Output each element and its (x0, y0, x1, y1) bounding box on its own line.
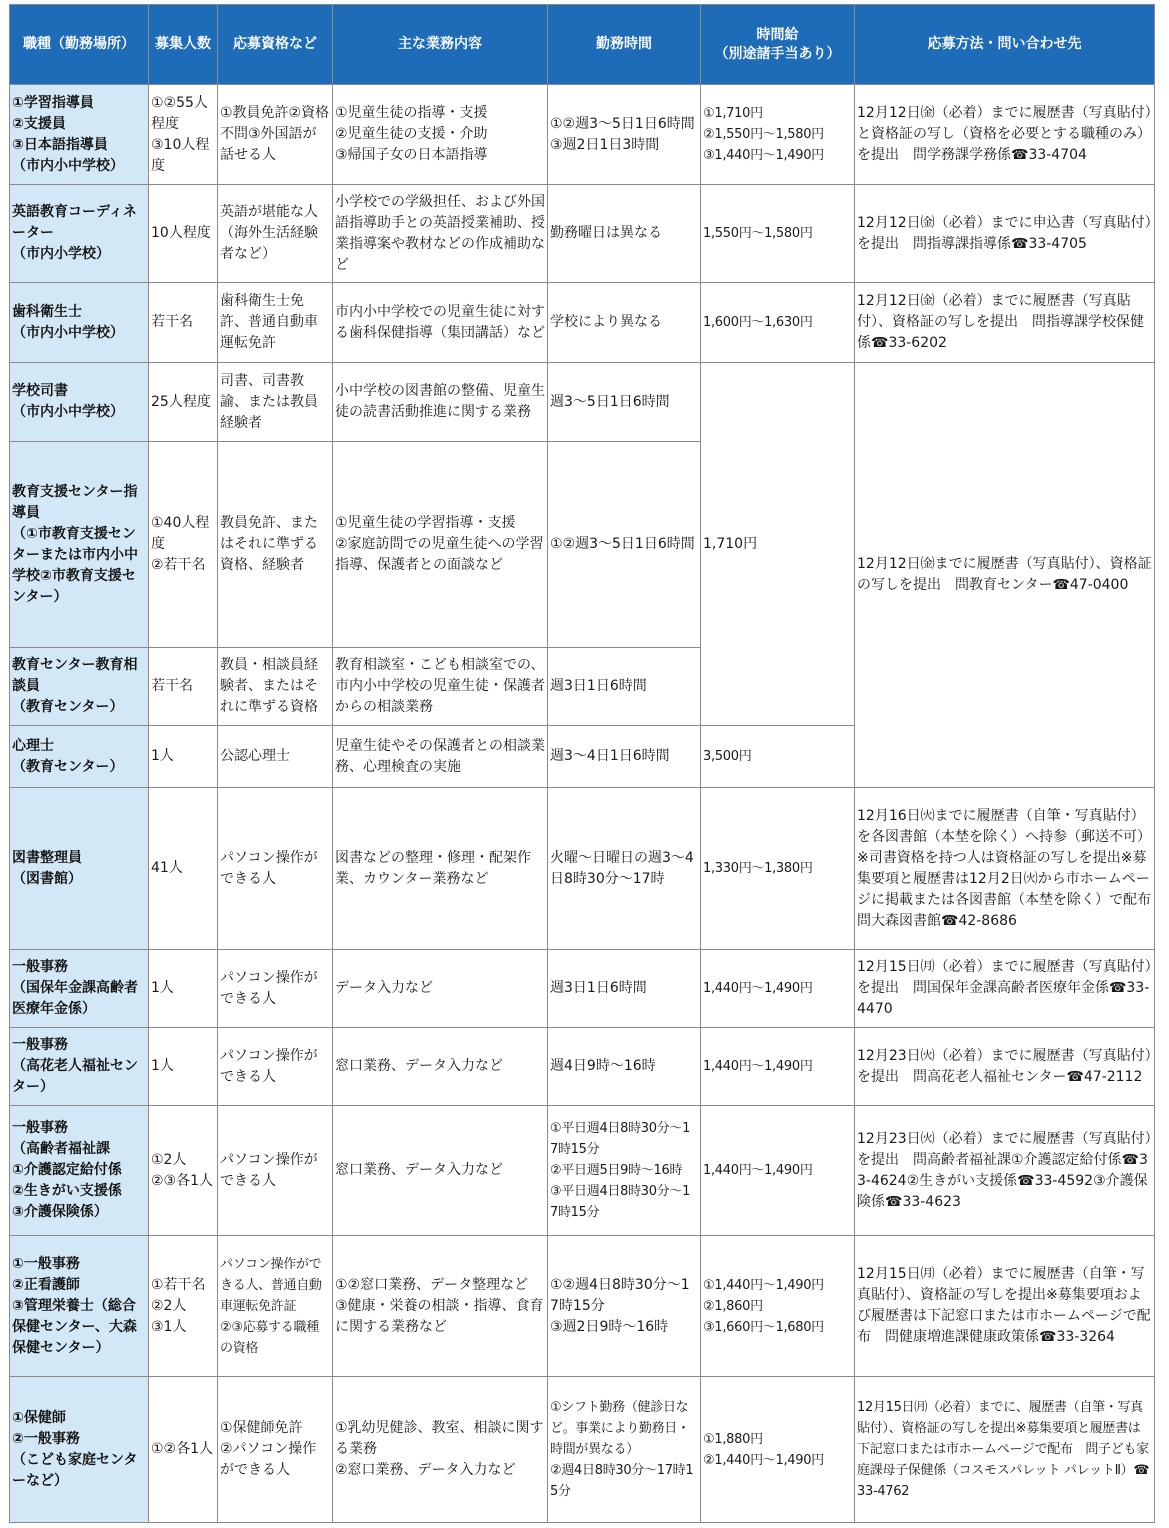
duties: 小中学校の図書館の整備、児童生徒の読書活動推進に関する業務 (333, 363, 548, 442)
qualification: 公認心理士 (218, 726, 333, 788)
job-title: 心理士 （教育センター） (10, 726, 149, 788)
duties: ①児童生徒の指導・支援 ②児童生徒の支援・介助 ③帰国子女の日本語指導 (333, 85, 548, 185)
qualification: パソコン操作ができる人 (218, 788, 333, 950)
job-title: 歯科衛生士 （市内小中学校） (10, 283, 149, 363)
working-hours: ①②週4日8時30分～17時15分 ③週2日9時～16時 (548, 1236, 701, 1377)
job-title: 教育センター教育相談員 （教育センター） (10, 648, 149, 726)
job-title: 一般事務 （高齢者福祉課 ①介護認定給付係 ②生きがい支援係 ③介護保険係） (10, 1106, 149, 1236)
recruit-count: ①40人程度 ②若干名 (149, 442, 218, 648)
header-row (10, 5, 1155, 85)
table-row (10, 185, 1155, 283)
job-title: 英語教育コーディネーター （市内小学校） (10, 185, 149, 283)
working-hours: 週3日1日6時間 (548, 648, 701, 726)
qualification: パソコン操作ができる人 (218, 1028, 333, 1106)
hourly-wage: ①1,880円 ②1,440円～1,490円 (701, 1377, 855, 1523)
hourly-wage: 1,330円～1,380円 (701, 788, 855, 950)
qualification: 司書、司書教諭、または教員経験者 (218, 363, 333, 442)
working-hours: 週3日1日6時間 (548, 950, 701, 1028)
application-info: 12月15日㈪（必着）までに、履歴書（自筆・写真貼付）、資格証の写しを提出※募集要項と履歴書は下記窓口または市ホームページで配布 問子ども家庭課母子保健係（コスモスパレット パレットⅡ）☎33-4762 (855, 1377, 1155, 1523)
recruit-count: 10人程度 (149, 185, 218, 283)
duties: ①乳幼児健診、教室、相談に関する業務 ②窓口業務、データ入力など (333, 1377, 548, 1523)
application-info: 12月23日㈫（必着）までに履歴書（写真貼付）を提出 問高齢者福祉課①介護認定給付係☎33-4624②生きがい支援係☎33-4592③介護保険係☎33-4623 (855, 1106, 1155, 1236)
recruit-count: 1人 (149, 1028, 218, 1106)
recruit-count: 41人 (149, 788, 218, 950)
recruit-count: ①2人 ②③各1人 (149, 1106, 218, 1236)
working-hours: ①平日週4日8時30分～17時15分 ②平日週5日9時～16時 ③平日週4日8時30分～17時15分 (548, 1106, 701, 1236)
duties: ①児童生徒の学習指導・支援 ②家庭訪問での児童生徒への学習指導、保護者との面談など (333, 442, 548, 648)
table-row (10, 1377, 1155, 1523)
table-row (10, 283, 1155, 363)
application-info: 12月23日㈫（必着）までに履歴書（写真貼付）を提出 問高花老人福祉センター☎47-2112 (855, 1028, 1155, 1106)
job-title: ①保健師 ②一般事務 （こども家庭センターなど） (10, 1377, 149, 1523)
working-hours: ①②週3～5日1日6時間 ③週2日1日3時間 (548, 85, 701, 185)
working-hours: 学校により異なる (548, 283, 701, 363)
header-wage: 時間給 （別途諸手当あり） (701, 5, 855, 85)
recruit-count: ①②55人程度 ③10人程度 (149, 85, 218, 185)
duties: データ入力など (333, 950, 548, 1028)
duties: 窓口業務、データ入力など (333, 1106, 548, 1236)
duties: 窓口業務、データ入力など (333, 1028, 548, 1106)
hourly-wage: ①1,710円 ②1,550円～1,580円 ③1,440円～1,490円 (701, 85, 855, 185)
qualification: 英語が堪能な人（海外生活経験者など） (218, 185, 333, 283)
qualification: パソコン操作ができる人 (218, 1106, 333, 1236)
application-info: 12月16日㈫までに履歴書（自筆・写真貼付）を各図書館（本埜を除く）へ持参（郵送不可）※司書資格を持つ人は資格証の写しを提出※募集要項と履歴書は12月2日㈫から市ホームページに掲載または各図書館（本埜を除く）で配布 問大森図書館☎42-8686 (855, 788, 1155, 950)
recruit-count: 25人程度 (149, 363, 218, 442)
hourly-wage: ①1,440円～1,490円 ②1,860円 ③1,660円～1,680円 (701, 1236, 855, 1377)
recruit-count: 1人 (149, 950, 218, 1028)
job-title: ①学習指導員 ②支援員 ③日本語指導員 （市内小中学校） (10, 85, 149, 185)
application-info: 12月15日㈪（必着）までに履歴書（自筆・写真貼付）、資格証の写しを提出※募集要項および履歴書は下記窓口または市ホームページで配布 問健康増進課健康政策係☎33-3264 (855, 1236, 1155, 1377)
hourly-wage: 1,440円～1,490円 (701, 1028, 855, 1106)
recruit-count: 1人 (149, 726, 218, 788)
qualification: 歯科衛生士免許、普通自動車運転免許 (218, 283, 333, 363)
job-title: ①一般事務 ②正看護師 ③管理栄養士（総合保健センター、大森保健センター） (10, 1236, 149, 1377)
qualification: 教員免許、またはそれに準ずる資格、経験者 (218, 442, 333, 648)
qualification: ①保健師免許 ②パソコン操作ができる人 (218, 1377, 333, 1523)
qualification: パソコン操作ができる人、普通自動車運転免許証 ②③応募する職種の資格 (218, 1236, 333, 1377)
table-row (10, 363, 1155, 442)
duties: 市内小中学校での児童生徒に対する歯科保健指導（集団講話）など (333, 283, 548, 363)
duties: 児童生徒やその保護者との相談業務、心理検査の実施 (333, 726, 548, 788)
qualification: パソコン操作ができる人 (218, 950, 333, 1028)
application-info: 12月12日㈮（必着）までに申込書（写真貼付）を提出 問指導課指導係☎33-4705 (855, 185, 1155, 283)
table-row (10, 1106, 1155, 1236)
header-count: 募集人数 (149, 5, 218, 85)
table-row (10, 950, 1155, 1028)
recruit-count: 若干名 (149, 283, 218, 363)
table-body (10, 85, 1165, 1523)
working-hours: 週3～5日1日6時間 (548, 363, 701, 442)
recruit-count: 若干名 (149, 648, 218, 726)
duties: 教育相談室・こども相談室での、市内小中学校の児童生徒・保護者からの相談業務 (333, 648, 548, 726)
hourly-wage: 1,710円 (701, 363, 855, 726)
job-title: 一般事務 （国保年金課高齢者医療年金係） (10, 950, 149, 1028)
application-info: 12月15日㈪（必着）までに履歴書（写真貼付）を提出 問国保年金課高齢者医療年金係☎33-4470 (855, 950, 1155, 1028)
duties: ①②窓口業務、データ整理など ③健康・栄養の相談・指導、食育に関する業務など (333, 1236, 548, 1377)
recruit-count: ①若干名 ②2人 ③1人 (149, 1236, 218, 1377)
working-hours: 勤務曜日は異なる (548, 185, 701, 283)
job-title: 図書整理員 （図書館） (10, 788, 149, 950)
job-listing-table (9, 4, 1165, 1523)
qualification: 教員・相談員経験者、またはそれに準ずる資格 (218, 648, 333, 726)
table-row (10, 788, 1155, 950)
header-job: 職種（勤務場所） (10, 5, 149, 85)
table-row (10, 1236, 1155, 1377)
hourly-wage: 1,440円～1,490円 (701, 1106, 855, 1236)
job-listing-table-wrapper (9, 4, 1165, 1523)
qualification: ①教員免許②資格不問③外国語が話せる人 (218, 85, 333, 185)
working-hours: ①シフト勤務（健診日など。事業により勤務日・時間が異なる） ②週4日8時30分～17時15分 (548, 1377, 701, 1523)
working-hours: ①②週3～5日1日6時間 (548, 442, 701, 648)
table-header (10, 5, 1155, 85)
duties: 図書などの整理・修理・配架作業、カウンター業務など (333, 788, 548, 950)
header-hours: 勤務時間 (548, 5, 701, 85)
recruit-count: ①②各1人 (149, 1377, 218, 1523)
hourly-wage: 1,550円～1,580円 (701, 185, 855, 283)
application-info: 12月12日㈮（必着）までに履歴書（写真貼付）、資格証の写しを提出 問指導課学校保健係☎33-6202 (855, 283, 1155, 363)
hourly-wage: 1,600円～1,630円 (701, 283, 855, 363)
header-duties: 主な業務内容 (333, 5, 548, 85)
hourly-wage: 3,500円 (701, 726, 855, 788)
working-hours: 火曜～日曜日の週3～4日8時30分～17時 (548, 788, 701, 950)
job-title: 一般事務 （高花老人福祉センター） (10, 1028, 149, 1106)
working-hours: 週3～4日1日6時間 (548, 726, 701, 788)
hourly-wage: 1,440円～1,490円 (701, 950, 855, 1028)
job-title: 教育支援センター指導員 （①市教育支援センターまたは市内小中学校②市教育支援センター） (10, 442, 149, 648)
header-qualification: 応募資格など (218, 5, 333, 85)
header-apply: 応募方法・問い合わせ先 (855, 5, 1155, 85)
table-row (10, 1028, 1155, 1106)
job-title: 学校司書 （市内小中学校） (10, 363, 149, 442)
working-hours: 週4日9時～16時 (548, 1028, 701, 1106)
table-row (10, 85, 1155, 185)
duties: 小学校での学級担任、および外国語指導助手との英語授業補助、授業指導案や教材などの作成補助など (333, 185, 548, 283)
application-info: 12月12日㈮（必着）までに履歴書（写真貼付）と資格証の写し（資格を必要とする職種のみ）を提出 問学務課学務係☎33-4704 (855, 85, 1155, 185)
application-info: 12月12日㈮までに履歴書（写真貼付）、資格証の写しを提出 問教育センター☎47-0400 (855, 363, 1155, 788)
